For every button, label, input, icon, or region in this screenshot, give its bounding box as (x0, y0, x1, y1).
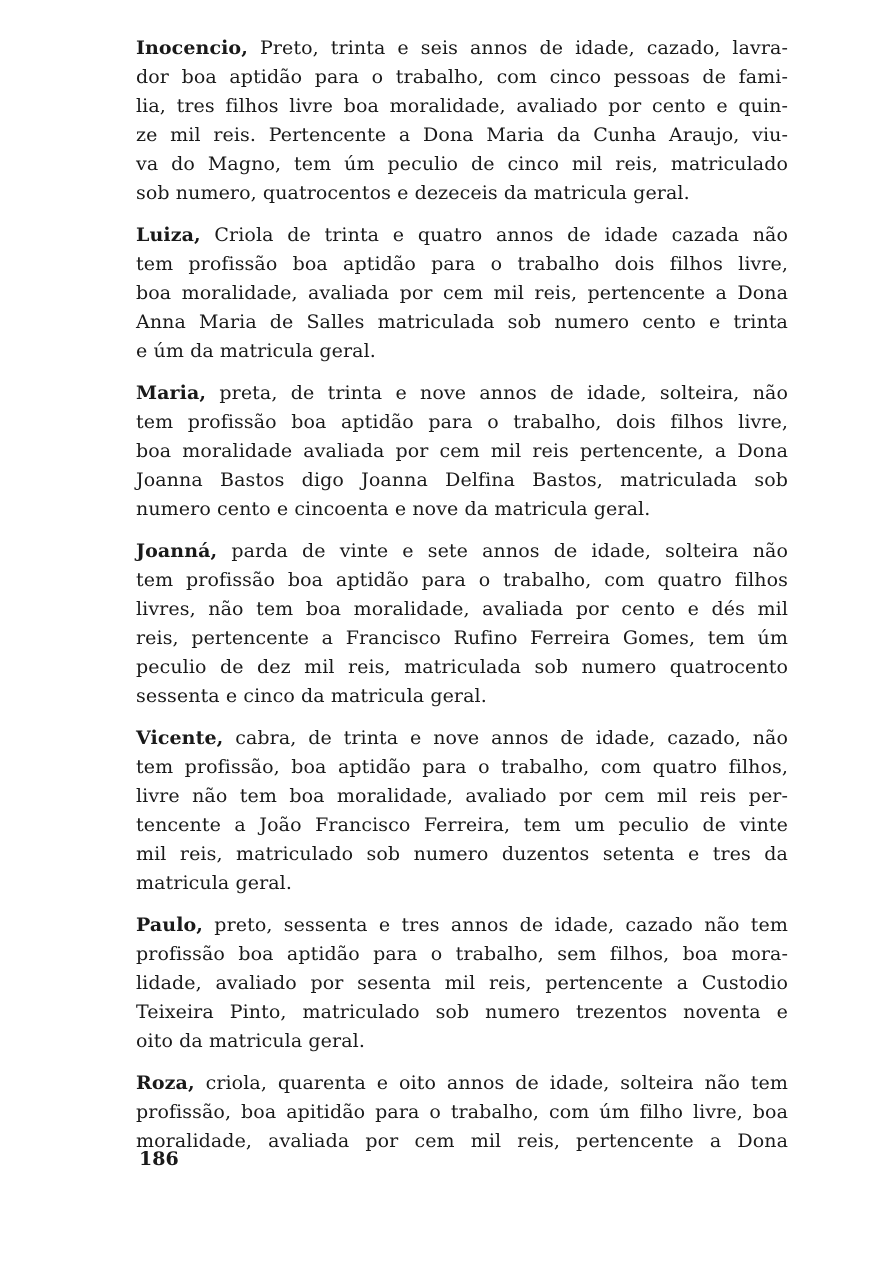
page-number: 186 (139, 1148, 179, 1170)
entry-line: profissão boa aptidão para o trabalho, sem filhos, boa mora- (136, 943, 788, 965)
entry-line: numero cento e cincoenta e nove da matricula geral. (136, 498, 651, 520)
entry-line: matricula geral. (136, 872, 292, 894)
entry-line: tencente a João Francisco Ferreira, tem um peculio de vinte (136, 814, 788, 836)
entry-line: sessenta e cinco da matricula geral. (136, 685, 487, 707)
entry-line: oito da matricula geral. (136, 1030, 365, 1052)
entry-line: Luiza, Criola de trinta e quatro annos de idade cazada não (136, 224, 788, 246)
entry-line: va do Magno, tem úm peculio de cinco mil reis, matriculado (136, 153, 788, 175)
entry-name: Paulo, (136, 914, 204, 936)
entry-line: Inocencio, Preto, trinta e seis annos de idade, cazado, lavra- (136, 37, 788, 59)
entry-roza (136, 1069, 788, 1156)
entry-name: Inocencio, (136, 37, 248, 59)
entry-line: ze mil reis. Pertencente a Dona Maria da Cunha Araujo, viu- (136, 124, 788, 146)
entry-line: moralidade, avaliada por cem mil reis, pertencente a Dona (136, 1130, 788, 1152)
entry-name: Maria, (136, 382, 207, 404)
entry-line: Teixeira Pinto, matriculado sob numero trezentos noventa e (136, 1001, 788, 1023)
entry-line: Roza, criola, quarenta e oito annos de idade, solteira não tem (136, 1072, 788, 1094)
entry-name: Roza, (136, 1072, 195, 1094)
entry-line: boa moralidade avaliada por cem mil reis pertencente, a Dona (136, 440, 788, 462)
entry-line: peculio de dez mil reis, matriculada sob numero quatrocento (136, 656, 788, 678)
entry-line: sob numero, quatrocentos e dezeceis da matricula geral. (136, 182, 690, 204)
entry-line: e úm da matricula geral. (136, 340, 376, 362)
entry-name: Vicente, (136, 727, 224, 749)
entry-line: Vicente, cabra, de trinta e nove annos de idade, cazado, não (136, 727, 788, 749)
entry-line: profissão, boa apitidão para o trabalho, com úm filho livre, boa (136, 1101, 788, 1123)
entry-line: livre não tem boa moralidade, avaliado por cem mil reis per- (136, 785, 788, 807)
entry-line: boa moralidade, avaliada por cem mil reis, pertencente a Dona (136, 282, 788, 304)
entry-name: Joanná, (136, 540, 218, 562)
entry-line: Joanna Bastos digo Joanna Delfina Bastos, matriculada sob (136, 469, 788, 491)
entry-line: lidade, avaliado por sesenta mil reis, pertencente a Custodio (136, 972, 788, 994)
entry-maria (136, 379, 788, 524)
entry-line: dor boa aptidão para o trabalho, com cinco pessoas de fami- (136, 66, 788, 88)
entry-line: Maria, preta, de trinta e nove annos de idade, solteira, não (136, 382, 788, 404)
entry-vicente (136, 724, 788, 898)
entry-name: Luiza, (136, 224, 201, 246)
entry-line: tem profissão boa aptidão para o trabalho, com quatro filhos (136, 569, 788, 591)
entry-line: lia, tres filhos livre boa moralidade, avaliado por cento e quin- (136, 95, 788, 117)
entry-line: tem profissão boa aptidão para o trabalho dois filhos livre, (136, 253, 788, 275)
entry-line: Joanná, parda de vinte e sete annos de idade, solteira não (136, 540, 788, 562)
entry-line: Paulo, preto, sessenta e tres annos de idade, cazado não tem (136, 914, 788, 936)
entry-inocencio (136, 34, 788, 208)
entry-paulo (136, 911, 788, 1056)
entry-line: tem profissão boa aptidão para o trabalho, dois filhos livre, (136, 411, 788, 433)
entry-line: mil reis, matriculado sob numero duzentos setenta e tres da (136, 843, 788, 865)
entry-luiza (136, 221, 788, 366)
entry-line: Anna Maria de Salles matriculada sob numero cento e trinta (136, 311, 788, 333)
document-page (136, 34, 788, 1169)
entry-line: reis, pertencente a Francisco Rufino Ferreira Gomes, tem úm (136, 627, 788, 649)
entry-line: tem profissão, boa aptidão para o trabalho, com quatro filhos, (136, 756, 788, 778)
entry-joanna (136, 537, 788, 711)
entry-line: livres, não tem boa moralidade, avaliada por cento e dés mil (136, 598, 788, 620)
